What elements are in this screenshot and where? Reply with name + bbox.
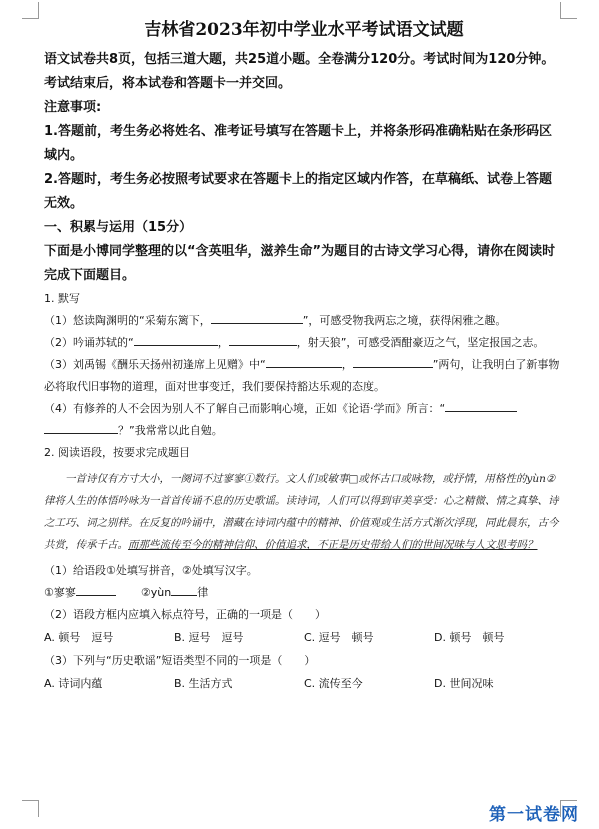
question-1-3: （3）刘禹锡《酬乐天扬州初逢席上见赠》中“ ， ”两句，让我明白了新事物必将取代旧事物的道理，面对世事变迁，我们要保持豁达乐观的态度。 [44, 354, 564, 398]
question-2-heading: 2. 阅读语段，按要求完成题目 [44, 446, 190, 459]
question-1-4: （4）有修养的人不会因为别人不了解自己而影响心境，正如《论语·学而》所言：“ ？”我常常以此自勉。 [44, 398, 564, 442]
question-2-3: （3）下列与“历史歌谣”短语类型不同的一项是（ ） [44, 654, 316, 667]
question-2-2-options [44, 626, 564, 650]
option-c[interactable]: C. 流传至今 [304, 677, 363, 690]
question-2-2: （2）语段方框内应填入标点符号，正确的一项是（ ） [44, 608, 326, 621]
option-c[interactable]: C. 逗号 顿号 [304, 631, 374, 644]
answer-blank[interactable] [44, 421, 118, 434]
section-lead: 下面是小博同学整理的以“含英咀华，滋养生命”为题目的古诗文学习心得，请你在阅读时完成下面题目。 [44, 244, 556, 283]
underlined-sentence: 而那些流传至今的精神信仰、价值追求，不正是历史带给人们的世间况味与人文思考吗？ [128, 539, 538, 551]
page-title: 吉林省2023年初中学业水平考试语文试题 [144, 20, 464, 40]
question-2-1-blanks: ①寥寥 ②yùn 律 [44, 582, 564, 604]
corner-mark-bottom-left [22, 800, 39, 817]
option-d[interactable]: D. 顿号 顿号 [434, 631, 505, 644]
option-b[interactable]: B. 生活方式 [174, 677, 233, 690]
answer-blank[interactable] [229, 333, 297, 346]
question-1-1: （1）悠读陶渊明的“采菊东篱下， ”，可感受物我两忘之境，获得闲雅之趣。 [44, 310, 564, 332]
question-2-1: （1）给语段①处填写拼音，②处填写汉字。 [44, 564, 258, 577]
option-b[interactable]: B. 逗号 逗号 [174, 631, 244, 644]
corner-mark-top-right [560, 2, 577, 19]
note-2: 2.答题时，考生务必按照考试要求在答题卡上的指定区域内作答，在草稿纸、试卷上答题无效。 [44, 172, 552, 211]
answer-blank[interactable] [76, 583, 116, 596]
site-logo-watermark: 第一试卷网 [489, 805, 579, 825]
question-2-3-options [44, 672, 564, 696]
corner-mark-top-left [22, 2, 39, 19]
answer-blank[interactable] [134, 333, 218, 346]
section-1-heading: 一、积累与运用（15分） [44, 220, 193, 235]
notes-heading: 注意事项: [44, 100, 102, 115]
question-1-2: （2）吟诵苏轼的“ ， ，射天狼”，可感受酒酣豪迈之气，坚定报国之志。 [44, 332, 564, 354]
question-1-heading: 1. 默写 [44, 292, 80, 305]
option-a[interactable]: A. 顿号 逗号 [44, 631, 114, 644]
answer-blank[interactable] [211, 311, 303, 324]
reading-passage: 一首诗仅有方寸大小，一阕词不过寥寥①数行。文人们或敏事□或怀古口或咏物，或抒情，用格性的yùn②律将人生的体悟吟咏为一首首传诵不息的历史歌谣。读诗词，人们可以得到审美享受：心之精微、情之真挚、诗之工巧、词之别样。在反复的吟诵中，潜藏在诗词内蕴中的精神、价值观或生活方式渐次浮现，同此晨东，古今共赏，传承千古。而那些流传至今的精神信仰、价值追求，不正是历史带给人们的世间况味与人文思考吗？ [44, 473, 559, 551]
answer-blank[interactable] [353, 355, 433, 368]
exam-page [44, 18, 564, 696]
answer-blank[interactable] [171, 583, 197, 596]
answer-blank[interactable] [445, 399, 517, 412]
exam-intro: 语文试卷共8页，包括三道大题，共25道小题。全卷满分120分。考试时间为120分钟。考试结束后，将本试卷和答题卡一并交回。 [44, 52, 555, 91]
option-d[interactable]: D. 世间况味 [434, 677, 494, 690]
answer-blank[interactable] [266, 355, 342, 368]
option-a[interactable]: A. 诗词内蕴 [44, 677, 103, 690]
note-1: 1.答题前，考生务必将姓名、准考证号填写在答题卡上，并将条形码准确粘贴在条形码区域内。 [44, 124, 552, 163]
